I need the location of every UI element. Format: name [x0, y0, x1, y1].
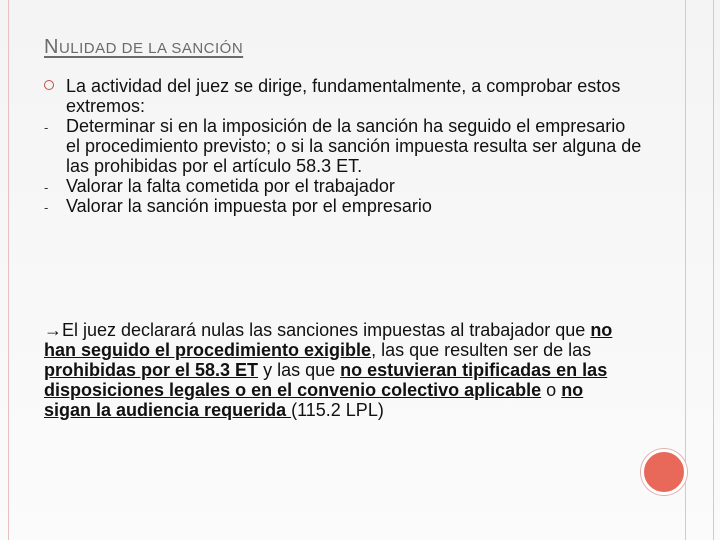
- decorative-circle: [641, 449, 687, 495]
- list-item: [44, 196, 644, 216]
- list-item-text: La actividad del juez se dirige, fundamentalmente, a comprobar estos extremos:: [66, 76, 621, 116]
- para-text: , las que resulten ser de las: [371, 340, 592, 360]
- bullet-list: [44, 76, 644, 216]
- conclusion-paragraph: [44, 320, 614, 420]
- list-item-text: Determinar si en la imposición de la sanción ha seguido el empresario el procedimiento previsto; o si la sanción impuesta resulta ser alguna de las prohibidas por el artículo 58.3 ET.: [66, 116, 642, 176]
- title-rest: ULIDAD DE LA SANCIÓN: [58, 40, 244, 57]
- dash-bullet: -: [44, 200, 49, 215]
- left-border-line: [8, 0, 9, 540]
- list-item: [44, 76, 644, 116]
- slide-title: [44, 36, 243, 59]
- para-underlined: no sigan la audiencia requerida: [44, 380, 584, 420]
- list-item: [44, 116, 644, 176]
- para-text: o: [541, 380, 562, 400]
- para-text: El juez declarará nulas las sanciones impuestas al trabajador que: [62, 320, 591, 340]
- list-item-text: Valorar la sanción impuesta por el empresario: [66, 196, 432, 216]
- para-text: y las que: [258, 360, 341, 380]
- right-border-outer-line: [713, 0, 714, 540]
- para-text: (115.2 LPL): [291, 400, 384, 420]
- para-underlined: no han seguido el procedimiento exigible: [44, 320, 613, 360]
- list-item-text: Valorar la falta cometida por el trabajador: [66, 176, 395, 196]
- title-initial: N: [44, 36, 59, 58]
- dash-bullet: -: [44, 180, 49, 195]
- circle-bullet-icon: [44, 80, 54, 90]
- arrow-right-icon: →: [44, 320, 62, 340]
- para-underlined: no estuvieran tipificadas en las disposiciones legales o en el convenio colectivo aplicable: [44, 360, 608, 400]
- dash-bullet: -: [44, 120, 49, 135]
- list-item: [44, 176, 644, 196]
- right-border-inner-line: [685, 0, 686, 540]
- para-underlined: prohibidas por el 58.3 ET: [44, 360, 259, 380]
